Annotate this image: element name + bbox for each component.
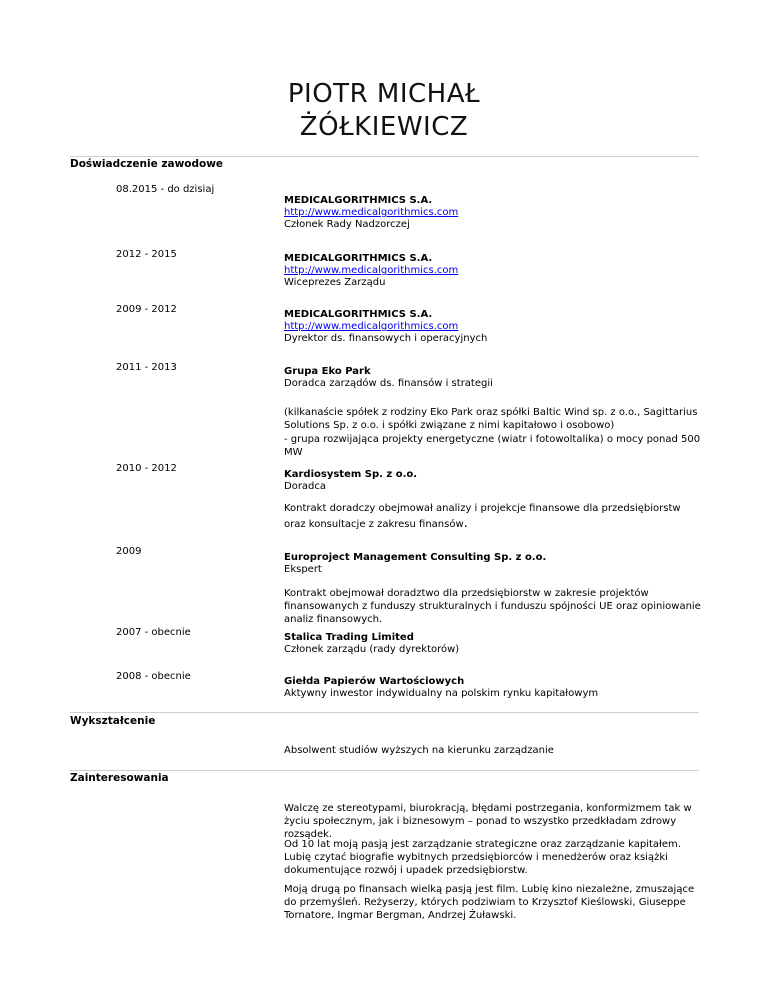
- job-org: Giełda Papierów Wartościowych: [284, 676, 465, 687]
- name-line-1: PIOTR MICHAŁ: [287, 79, 481, 109]
- interests-paragraph: Walczę ze stereotypami, biurokracją, błędami postrzegania, konformizmem tak w życiu społecznym, jak i biznesowym – ponad to wszystko przedkładam zdrowy rozsądek.: [284, 803, 692, 840]
- section-education-heading: Wykształcenie: [70, 715, 156, 727]
- job-note: [284, 501, 684, 532]
- job-entry: [284, 195, 714, 231]
- job-entry: [284, 632, 714, 656]
- job-date: 2009: [116, 546, 142, 557]
- job-entry: [284, 552, 714, 576]
- section-interests-heading: Zainteresowania: [70, 772, 169, 784]
- job-date: 2008 - obecnie: [116, 671, 191, 682]
- education-text: Absolwent studiów wyższych na kierunku zarządzanie: [284, 745, 554, 756]
- job-note: - grupa rozwijająca projekty energetyczne (wiatr i fotowoltalika) o mocy ponad 500 MW: [284, 434, 701, 458]
- job-date: 2012 - 2015: [116, 249, 177, 260]
- job-note: (kilkanaście spółek z rodziny Eko Park oraz spółki Baltic Wind sp. z o.o., Sagittarius Solutions Sp. z o.o. i spółki związane z nimi kapitałowo i osobowo): [284, 407, 698, 431]
- interests-paragraph: Moją drugą po finansach wielką pasją jest film. Lubię kino niezależne, zmuszające do przemyśleń. Reżyserzy, których podziwiam to Krzysztof Kieślowski, Giuseppe Tornatore, Ingmar Bergman, Andrzej Żuławski.: [284, 884, 695, 921]
- job-entry: [284, 253, 714, 289]
- job-org: Kardiosystem Sp. z o.o.: [284, 469, 418, 480]
- job-role: Aktywny inwestor indywidualny na polskim rynku kapitałowym: [284, 688, 599, 699]
- job-entry: [284, 676, 714, 700]
- job-org: Stalica Trading Limited: [284, 632, 414, 643]
- job-date: 2011 - 2013: [116, 362, 177, 373]
- job-entry: [284, 469, 714, 493]
- job-role: Doradca: [284, 481, 327, 492]
- section-divider: [70, 156, 699, 157]
- job-link[interactable]: http://www.medicalgorithmics.com: [284, 207, 459, 218]
- job-note-text: Kontrakt doradczy obejmował analizy i projekcje finansowe dla przedsiębiorstw oraz konsultacje z zakresu finansów: [284, 503, 681, 530]
- job-entry: [284, 309, 714, 345]
- job-org: Europroject Management Consulting Sp. z o.o.: [284, 552, 547, 563]
- job-link[interactable]: http://www.medicalgorithmics.com: [284, 321, 459, 332]
- section-divider: [70, 770, 699, 771]
- job-org: MEDICALGORITHMICS S.A.: [284, 195, 433, 206]
- job-date: 08.2015 - do dzisiaj: [116, 184, 215, 195]
- job-role: Dyrektor ds. finansowych i operacyjnych: [284, 333, 488, 344]
- interests-paragraph: Od 10 lat moją pasją jest zarządzanie strategiczne oraz zarządzanie kapitałem. Lubię czytać biografie wybitnych przedsiębiorców i menedżerów oraz książki dokumentujące rozwój i upadek przedsiębiorstw.: [284, 839, 681, 876]
- job-date: 2009 - 2012: [116, 304, 177, 315]
- job-org: MEDICALGORITHMICS S.A.: [284, 309, 433, 320]
- job-role: Doradca zarządów ds. finansów i strategii: [284, 378, 493, 389]
- job-role: Członek Rady Nadzorczej: [284, 219, 410, 230]
- job-date: 2007 - obecnie: [116, 627, 191, 638]
- job-date: 2010 - 2012: [116, 463, 177, 474]
- job-org: MEDICALGORITHMICS S.A.: [284, 253, 433, 264]
- job-note-dot: .: [463, 516, 468, 531]
- job-role: Ekspert: [284, 564, 322, 575]
- section-divider: [70, 712, 699, 713]
- section-experience-heading: Doświadczenie zawodowe: [70, 158, 224, 170]
- job-link[interactable]: http://www.medicalgorithmics.com: [284, 265, 459, 276]
- job-role: Członek zarządu (rady dyrektorów): [284, 644, 460, 655]
- name-line-2: ŻÓŁKIEWICZ: [299, 112, 469, 142]
- job-org: Grupa Eko Park: [284, 366, 371, 377]
- job-note: Kontrakt obejmował doradztwo dla przedsiębiorstw w zakresie projektów finansowanych z funduszy strukturalnych i funduszu spójności UE oraz opiniowanie analiz finansowych.: [284, 588, 701, 625]
- job-role: Wiceprezes Zarządu: [284, 277, 386, 288]
- job-entry: [284, 366, 714, 390]
